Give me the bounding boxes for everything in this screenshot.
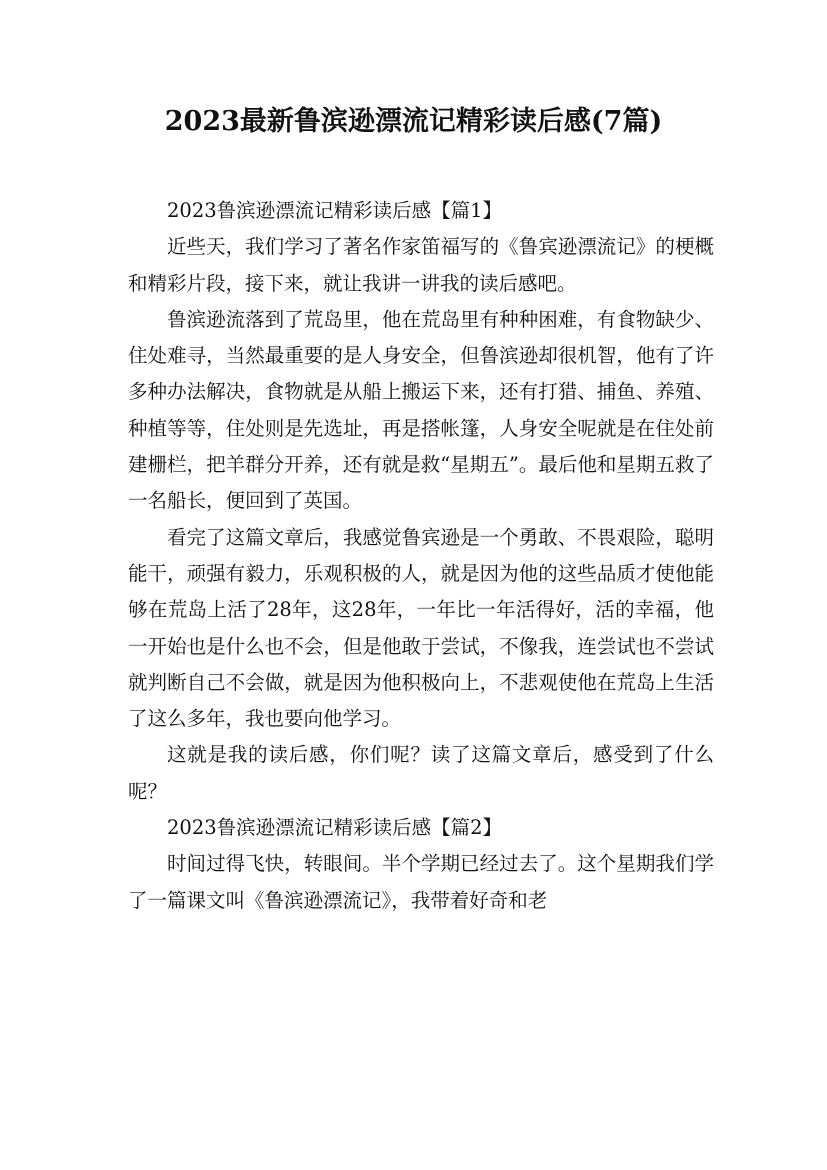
paragraph: 鲁滨逊流落到了荒岛里，他在荒岛里有种种困难，有食物缺少、住处难寻，当然最重要的是人身安全，但鲁滨逊却很机智，他有了许多种办法解决，食物就是从船上搬运下来，还有打猎、捕鱼、养殖、种植等等，住处则是先选址，再是搭帐篷，人身安全呢就是在住处前建栅栏，把羊群分开养，还有就是救“星期五”。最后他和星期五救了一名船长，便回到了英国。 — [128, 307, 714, 513]
paragraph: 近些天，我们学习了著名作家笛福写的《鲁宾逊漂流记》的梗概和精彩片段，接下来，就让我讲一讲我的读后感吧。 — [128, 235, 714, 295]
document-title: 2023最新鲁滨逊漂流记精彩读后感(7篇) — [164, 106, 663, 137]
paragraph: 看完了这篇文章后，我感觉鲁宾逊是一个勇敢、不畏艰险，聪明能干，顽强有毅力，乐观积极的人，就是因为他的这些品质才使他能够在荒岛上活了28年，这28年，一年比一年活得好，活的幸福，他一开始也是什么也不会，但是他敢于尝试，不像我，连尝试也不尝试就判断自己不会做，就是因为他积极向上，不悲观使他在荒岛上生活了这么多年，我也要向他学习。 — [128, 525, 714, 731]
section-heading-2: 2023鲁滨逊漂流记精彩读后感【篇2】 — [167, 816, 503, 840]
paragraph: 这就是我的读后感，你们呢？读了这篇文章后，感受到了什么呢？ — [128, 743, 714, 803]
section-heading-1: 2023鲁滨逊漂流记精彩读后感【篇1】 — [167, 199, 503, 222]
paragraph: 时间过得飞快，转眼间。半个学期已经过去了。这个星期我们学了一篇课文叫《鲁滨逊漂流记》，我带着好奇和老 — [128, 852, 714, 912]
document-body — [128, 193, 714, 919]
